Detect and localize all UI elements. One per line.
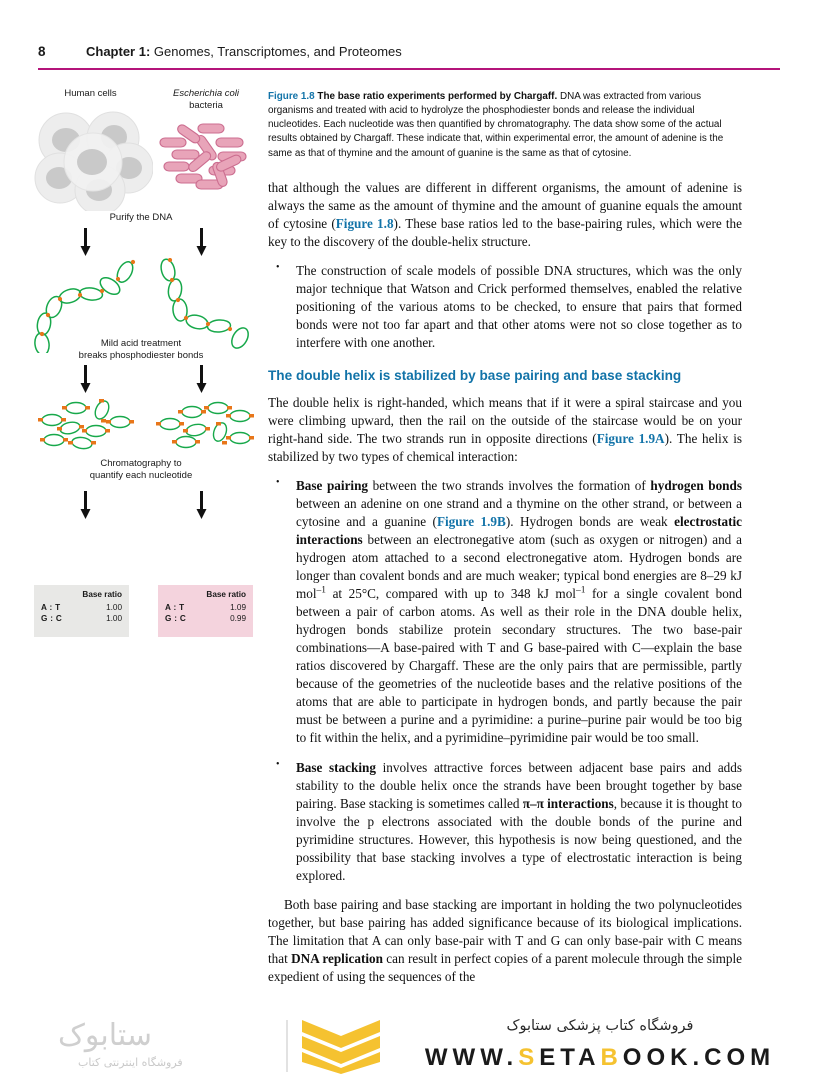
term-electrostatic-interactions: electrostatic interactions	[296, 514, 742, 548]
superscript-exponent: –1	[316, 585, 327, 596]
ratio-key: G : C	[165, 613, 187, 623]
ratio-value: 1.00	[106, 603, 122, 612]
ecoli-bacteria-graphic	[154, 116, 254, 194]
figure-label-human-cells: Human cells	[64, 88, 117, 99]
figure-step-3-line-2: quantify each nucleotide	[89, 469, 193, 481]
footer-site-block	[400, 1008, 800, 1072]
term-base-pairing: Base pairing	[296, 477, 369, 493]
para-continued-text-1: that although the values are different in different organisms, the amount of adenine is always the same as the amount of thymine and the amount of guanine equals the amount of cytosine (	[268, 179, 742, 231]
chevron-stack-icon	[298, 1018, 384, 1074]
term-pi-pi-interactions: π–π interactions	[522, 796, 614, 812]
bullet-scale-models-text: The construction of scale models of possible DNA structures, which was the only major technique that Watson and Crick performed themselves, enabled the relative positioning of the various atoms to be checked, to ensure that pairs that formed bonds were not too far apart and that other atoms were not so close together as to interfere with one another.	[296, 262, 742, 350]
both-text-2: can result in perfect copies of a parent molecule through the simple expedient of using the sequences of the	[268, 951, 742, 985]
table-row	[165, 614, 246, 625]
figure-label-ecoli-species: Escherichia coli	[173, 88, 239, 99]
ratio-value: 1.00	[106, 613, 122, 623]
free-nucleotides-ecoli-graphic	[152, 398, 254, 452]
section-heading: The double helix is stabilized by base pairing and base stacking	[268, 367, 682, 383]
paragraph-continued	[268, 179, 742, 251]
figure-label-ecoli-bacteria: bacteria	[189, 99, 223, 111]
bs-text-2: , because it is thought to involve the p electrons associated with the double bonds of the purine and pyrimidine structures. However, this hypothesis is now being questioned, and the possibility that base stacking involves a type of electrostatic interaction is being explored.	[296, 796, 742, 884]
arrow-down-icon	[196, 365, 207, 393]
bullet-list-techniques	[268, 262, 742, 352]
url-prefix: WWW.	[424, 1044, 519, 1071]
arrow-down-icon	[80, 365, 91, 393]
running-head	[38, 44, 402, 59]
main-text-column	[268, 90, 742, 997]
term-dna-replication: DNA replication	[291, 951, 383, 967]
footer-watermark	[0, 1008, 817, 1079]
bp-text-1: between the two strands involves the formation of	[368, 477, 651, 493]
term-hydrogen-bonds: hydrogen bonds	[650, 477, 742, 493]
bp-text-5: at 25°C, compared with up to 348 kJ mol	[326, 586, 576, 602]
arrow-down-icon	[196, 491, 207, 519]
cross-reference-figure-1-9a[interactable]: Figure 1.9A	[596, 430, 665, 446]
cross-reference-figure-1-9b[interactable]: Figure 1.9B	[436, 514, 506, 529]
chapter-label	[86, 44, 402, 59]
logo-subtitle: فروشگاه اینترنتی کتاب	[78, 1056, 183, 1069]
logo-wordmark: ستابوک	[58, 1018, 153, 1053]
table-row	[41, 603, 122, 614]
arrow-down-icon	[80, 228, 91, 256]
arrow-down-icon	[80, 491, 91, 519]
bp-text-2: between an adenine on one strand and a thymine on the other strand, or between a cytosine and a guanine (	[296, 495, 742, 529]
base-ratio-header: Base ratio	[82, 590, 122, 599]
page-header	[0, 0, 817, 70]
human-cell-cluster-graphic	[28, 106, 153, 211]
bs-text-1: involves attractive forces between adjacent base pairs and adds stability to the double helix once the strands have been brought together by base pairing. Base stacking is sometimes called	[296, 760, 742, 812]
url-mid-2: OOK.COM	[622, 1044, 776, 1071]
figure-step-purify-dna: Purify the DNA	[109, 212, 173, 223]
para-helix-text-1: The double helix is right-handed, which means that if it were a spiral staircase and you were climbing upward, then the rail on the outside of the staircase would be on your right-hand side. The two strands run in opposite directions (	[268, 394, 742, 446]
ratio-value: 0.99	[230, 613, 246, 623]
both-text-1: Both base pairing and base stacking are important in holding the two polynucleotides together, but base pairing has added significance because of its biological implications. The limitation that A can only base-pair with T and G can only base-pair with C means that	[268, 897, 742, 967]
paragraph-double-helix	[268, 394, 742, 466]
bullet-list-interactions	[268, 477, 742, 885]
figure-label-ecoli	[156, 88, 256, 112]
header-rule	[38, 68, 780, 70]
figure-1-8-illustration	[28, 88, 254, 623]
bp-text-6: for a single covalent bond between a pair of carbon atoms. As well as their role in the DNA double helix, hydrogen bonds stabilize protein secondary structures. The two base-pair combinations—A base-paired with T and G base-paired with C—explain the base ratios discovered by Chargaff. These are the only pairs that are permissible, partly because of the geometries of the nucleotide bases and the relative positions of the atoms that are able to participate in hydrogen bonds, and partly because the pair must be between a purine and a pyrimidine: a purine–purine pair would be too big to fit within the helix, and a pyrimidine–pyrimidine pair would be too small.	[296, 586, 742, 746]
ratio-key: A : T	[41, 603, 61, 612]
figure-step-2-line-2: breaks phosphodiester bonds	[78, 349, 204, 361]
list-item	[268, 477, 742, 747]
arrow-down-icon	[196, 228, 207, 256]
logo-divider	[286, 1020, 288, 1072]
bp-text-4: between an electronegative atom (such as oxygen or nitrogen) and a hydrogen atom attached to a second electronegative atom. Hydrogen bonds are longer than covalent bonds and are much weaker; typical bond energies are 8–29 kJ mol	[296, 532, 742, 602]
figure-caption	[268, 90, 742, 161]
figure-step-mild-acid-treatment	[28, 338, 254, 362]
figure-number: Figure 1.8	[268, 91, 315, 102]
table-row	[41, 614, 122, 625]
list-item	[268, 759, 742, 885]
figure-step-2-line-1: Mild acid treatment	[100, 338, 182, 349]
para-helix-text-2: ). The helix is stabilized by two types of chemical interaction:	[268, 430, 742, 464]
para-continued-text-2: ). These base ratios led to the base-pairing rules, which were the key to the discovery of the double-helix structure.	[268, 215, 742, 249]
bp-text-3: ). Hydrogen bonds are weak	[505, 514, 675, 529]
base-ratio-table-human	[34, 585, 129, 637]
superscript-exponent: –1	[575, 585, 586, 596]
base-ratio-table-ecoli	[158, 585, 253, 637]
cross-reference-figure-1-8[interactable]: Figure 1.8	[335, 215, 394, 231]
paragraph-both-pairing-stacking	[268, 896, 742, 986]
ratio-key: A : T	[165, 603, 185, 612]
chapter-title: Genomes, Transcriptomes, and Proteomes	[153, 44, 402, 59]
url-mid-1: ETA	[539, 1044, 601, 1071]
ratio-key: G : C	[41, 613, 63, 623]
figure-step-chromatography	[28, 458, 254, 482]
page-number: 8	[38, 44, 46, 59]
free-nucleotides-human-graphic	[32, 398, 137, 452]
setabook-logo	[58, 1014, 348, 1076]
term-base-stacking: Base stacking	[296, 760, 376, 776]
figure-caption-body: DNA was extracted from various organisms and treated with acid to hydrolyze the phosphodiester bonds and release the individual nucleotides. Each nucleotide was then quantified by chromatography. The data show some of the actual results obtained by Chargaff. These indicate that, within experimental error, the amount of adenine is the same as that of thymine and the amount of guanine is the same as that of cytosine.	[268, 91, 724, 159]
figure-title: The base ratio experiments performed by Chargaff.	[317, 91, 558, 102]
list-item	[268, 262, 742, 352]
base-ratio-header: Base ratio	[206, 590, 246, 599]
footer-tagline: فروشگاه کتاب پزشکی ستابوک	[506, 1018, 694, 1034]
chapter-prefix: Chapter 1:	[86, 44, 151, 59]
url-accent-s: S	[518, 1044, 540, 1071]
ratio-value: 1.09	[230, 603, 246, 612]
table-row	[165, 603, 246, 614]
footer-site-url[interactable]	[400, 1044, 800, 1072]
url-accent-b: B	[600, 1044, 623, 1071]
figure-step-3-line-1: Chromatography to	[100, 458, 182, 469]
